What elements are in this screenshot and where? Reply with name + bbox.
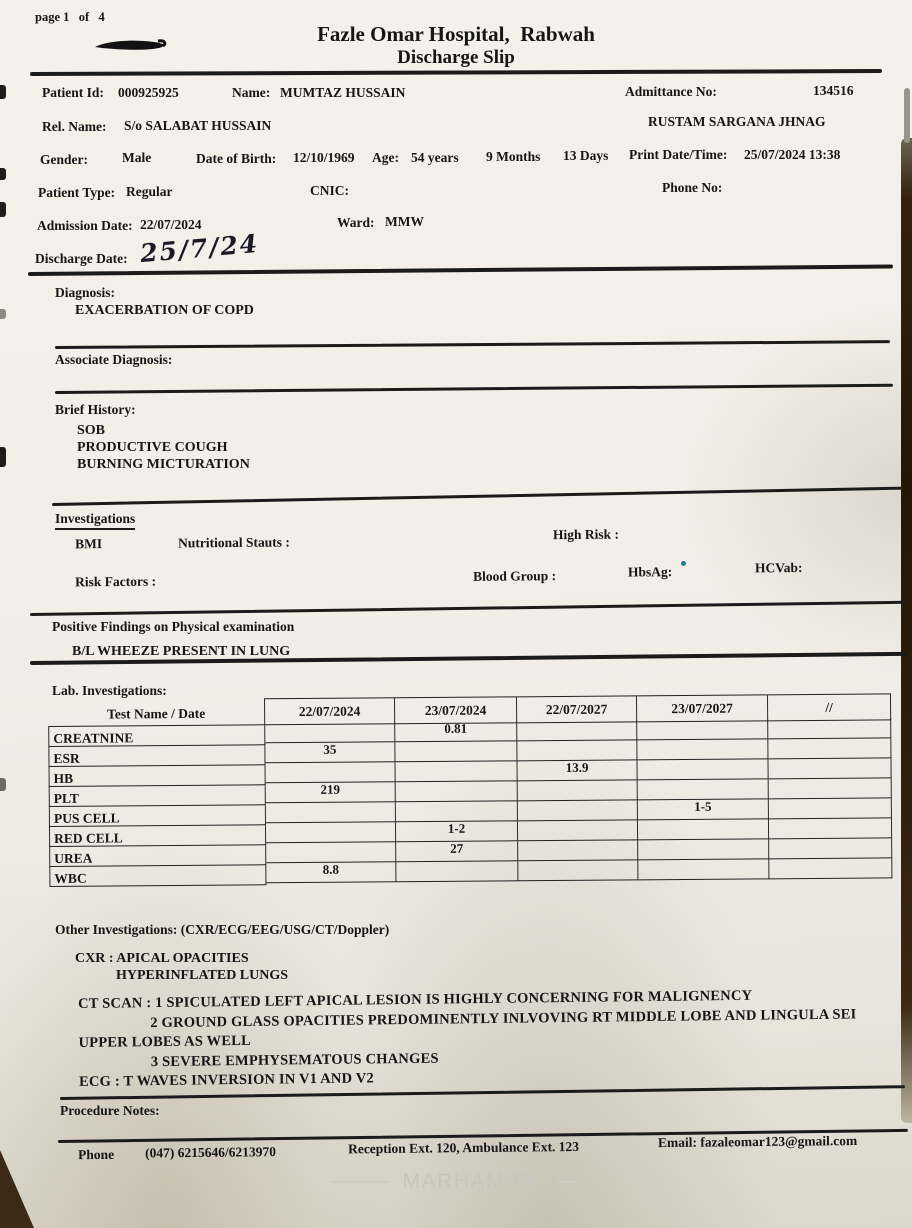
brief-history-line-1: SOB xyxy=(77,423,106,438)
dob-label: Date of Birth: xyxy=(196,151,277,166)
lab-table-value-cell xyxy=(769,858,892,879)
rel-name-value: S/o SALABAT HUSSAIN xyxy=(124,118,272,133)
ecg-finding: ECG : T WAVES INVERSION IN V1 AND V2 xyxy=(78,1070,375,1090)
separator-brief-history xyxy=(52,487,902,506)
lab-table-value-cell: 0.81 xyxy=(395,721,517,742)
blue-ink-dot xyxy=(681,561,686,566)
lab-table xyxy=(48,693,892,887)
lab-table-value-cell xyxy=(769,778,892,799)
lab-table-value-cell xyxy=(266,802,396,823)
document-title: Discharge Slip xyxy=(397,47,515,68)
scan-mark-left-2 xyxy=(0,168,6,180)
lab-table-value-cell xyxy=(518,820,638,841)
lab-table-value-cell: 27 xyxy=(396,841,518,862)
separator-investigations xyxy=(30,601,905,616)
lab-table-value-cell xyxy=(396,781,518,802)
cxr-finding-1: CXR : APICAL OPACITIES xyxy=(75,951,249,966)
lab-table-value-cell: 35 xyxy=(265,742,395,763)
cxr-finding-2: HYPERINFLATED LUNGS xyxy=(116,968,289,983)
lab-table-value-cell xyxy=(266,842,396,863)
dob-value: 12/10/1969 xyxy=(293,150,355,165)
lab-table-header-date: 22/07/2024 xyxy=(265,697,395,725)
positive-findings-value: B/L WHEEZE PRESENT IN LUNG xyxy=(72,644,291,659)
lab-table-value-cell xyxy=(396,801,518,822)
lab-table-header-testname: Test Name / Date xyxy=(48,698,265,727)
ct-finding-3: 3 SEVERE EMPHYSEMATOUS CHANGES xyxy=(150,1050,439,1070)
positive-findings-label: Positive Findings on Physical examination xyxy=(52,619,295,634)
watermark xyxy=(0,1170,912,1194)
lab-table-value-cell xyxy=(768,758,891,779)
diagnosis-label: Diagnosis: xyxy=(55,285,116,300)
lab-table-value-cell xyxy=(395,761,517,782)
patient-type-label: Patient Type: xyxy=(38,185,116,200)
ward-value: MMW xyxy=(385,214,424,229)
age-months: 9 Months xyxy=(486,149,541,164)
lab-table-header-date: 23/07/2027 xyxy=(637,694,768,722)
admittance-label: Admittance No: xyxy=(625,84,717,99)
ct-finding-1: CT SCAN : 1 SPICULATED LEFT APICAL LESION IS HIGHLY CONCERNING FOR MALIGNENCY xyxy=(78,987,753,1012)
separator-diagnosis xyxy=(55,340,890,348)
admittance-value: 134516 xyxy=(813,83,854,98)
cnic-label: CNIC: xyxy=(310,183,349,198)
lab-table-value-cell xyxy=(266,822,396,843)
lab-table-value-cell xyxy=(769,798,892,819)
gender-value: Male xyxy=(122,150,152,165)
lab-table-value-cell xyxy=(518,780,638,801)
name-label: Name: xyxy=(232,85,271,100)
procedure-notes-label: Procedure Notes: xyxy=(60,1103,160,1118)
patient-type-value: Regular xyxy=(126,184,173,199)
lab-table-value-cell xyxy=(518,860,638,881)
lab-table-value-cell: 8.8 xyxy=(266,862,396,883)
lab-table-value-cell xyxy=(638,819,769,840)
lab-table-value-cell xyxy=(638,779,769,800)
age-days: 13 Days xyxy=(563,148,609,163)
watermark-line-left xyxy=(331,1181,389,1183)
watermark-line-right xyxy=(557,1181,581,1183)
lab-table-test-name: ESR xyxy=(48,745,265,767)
footer-phone-label: Phone xyxy=(77,1146,115,1163)
lab-table-value-cell xyxy=(638,839,769,860)
lab-table-value-cell xyxy=(768,718,891,739)
lab-investigations-label: Lab. Investigations: xyxy=(52,683,167,698)
lab-table-value-cell xyxy=(769,838,892,859)
watermark-text: MARHAM.PK xyxy=(402,1170,544,1193)
lab-table-test-name: PLT xyxy=(49,785,266,807)
brief-history-line-2: PRODUCTIVE COUGH xyxy=(77,440,228,455)
discharge-date-handwritten: 25/7/24 xyxy=(138,228,261,269)
lab-table-value-cell xyxy=(396,861,518,882)
footer-phone-value: (047) 6215646/6213970 xyxy=(144,1144,277,1161)
lab-table-header-date: 22/07/2027 xyxy=(517,695,637,723)
lab-table-value-cell xyxy=(768,738,891,759)
lab-table-value-cell xyxy=(518,800,638,821)
lab-table-value-cell xyxy=(395,741,517,762)
lab-table-test-name: CREATNINE xyxy=(48,725,265,747)
lab-table-value-cell xyxy=(769,818,892,839)
lab-table-test-name: RED CELL xyxy=(49,825,266,847)
patient-id-label: Patient Id: xyxy=(42,85,104,100)
hcvab-label: HCVab: xyxy=(754,559,803,576)
investigations-label: Investigations xyxy=(55,511,135,530)
lab-table-value-cell xyxy=(517,720,637,741)
scan-edge-right-smudge xyxy=(904,88,910,143)
discharge-date-label: Discharge Date: xyxy=(35,251,128,266)
age-label: Age: xyxy=(372,150,399,165)
patient-address: RUSTAM SARGANA JHNAG xyxy=(648,114,826,129)
lab-table-test-name: PUS CELL xyxy=(49,805,266,827)
brief-history-line-3: BURNING MICTURATION xyxy=(77,457,250,472)
lab-table-value-cell xyxy=(638,859,769,880)
lab-table-value-cell: 1-2 xyxy=(396,821,518,842)
lab-table-test-name: HB xyxy=(49,765,266,787)
ct-finding-2b: UPPER LOBES AS WELL xyxy=(78,1032,252,1051)
hbsag-label: HbsAg: xyxy=(627,564,673,580)
footer-email: Email: fazaleomar123@gmail.com xyxy=(657,1133,858,1151)
risk-factors-label: Risk Factors : xyxy=(74,573,157,590)
associate-diagnosis-label: Associate Diagnosis: xyxy=(55,352,173,367)
lab-table-value-cell xyxy=(265,722,395,743)
lab-table-value-cell: 13.9 xyxy=(517,760,637,781)
scan-mark-left-3 xyxy=(0,202,6,217)
separator-header xyxy=(30,69,882,75)
lab-table-value-cell xyxy=(518,840,638,861)
lab-table-value-cell xyxy=(517,740,637,761)
scan-mark-left-5 xyxy=(0,447,6,467)
ct-finding-2: 2 GROUND GLASS OPACITIES PREDOMINENTLY INLVOVING RT MIDDLE LOBE AND LINGULA SEI xyxy=(150,1005,857,1031)
lab-table-header-date: 23/07/2024 xyxy=(395,696,517,724)
blood-group-label: Blood Group : xyxy=(472,568,557,584)
lab-table-value-cell: 1-5 xyxy=(638,799,769,820)
scan-mark-left-4 xyxy=(0,309,6,319)
lab-table-value-cell xyxy=(637,739,768,760)
diagnosis-value: EXACERBATION OF COPD xyxy=(75,303,254,318)
nutritional-status-label: Nutritional Stauts : xyxy=(177,534,290,551)
admission-date-label: Admission Date: xyxy=(37,218,133,233)
rel-name-label: Rel. Name: xyxy=(42,119,107,134)
high-risk-label: High Risk : xyxy=(552,526,620,543)
scan-edge-right xyxy=(901,138,912,1123)
ct-scan-findings xyxy=(78,984,912,1092)
bmi-label: BMI xyxy=(74,536,103,552)
phone-no-label: Phone No: xyxy=(662,180,723,195)
scan-mark-left-1 xyxy=(0,85,6,99)
lab-table-test-name: WBC xyxy=(49,865,266,887)
print-datetime-label: Print Date/Time: xyxy=(629,147,728,162)
scan-mark-left-6 xyxy=(0,778,6,791)
lab-table-value-cell xyxy=(266,762,396,783)
age-years: 54 years xyxy=(411,150,459,165)
separator-associate-diagnosis xyxy=(55,384,893,394)
lab-table-header-date: // xyxy=(768,693,891,721)
footer-reception: Reception Ext. 120, Ambulance Ext. 123 xyxy=(347,1138,580,1157)
other-investigations-label: Other Investigations: (CXR/ECG/EEG/USG/CT/Doppler) xyxy=(55,922,390,937)
lab-table-test-name: UREA xyxy=(49,845,266,867)
ward-label: Ward: xyxy=(337,215,375,230)
gender-label: Gender: xyxy=(40,152,88,167)
patient-id-value: 000925925 xyxy=(118,85,179,100)
lab-table-value-cell: 219 xyxy=(266,782,396,803)
patient-name-value: MUMTAZ HUSSAIN xyxy=(280,85,406,100)
admission-date-value: 22/07/2024 xyxy=(140,217,202,232)
lab-table-value-cell xyxy=(637,759,768,780)
print-datetime-value: 25/07/2024 13:38 xyxy=(744,147,841,162)
lab-table-value-cell xyxy=(637,719,768,740)
page-number: page 1 of 4 xyxy=(35,10,105,24)
brief-history-label: Brief History: xyxy=(55,402,136,417)
hospital-name: Fazle Omar Hospital, Rabwah xyxy=(317,22,595,46)
